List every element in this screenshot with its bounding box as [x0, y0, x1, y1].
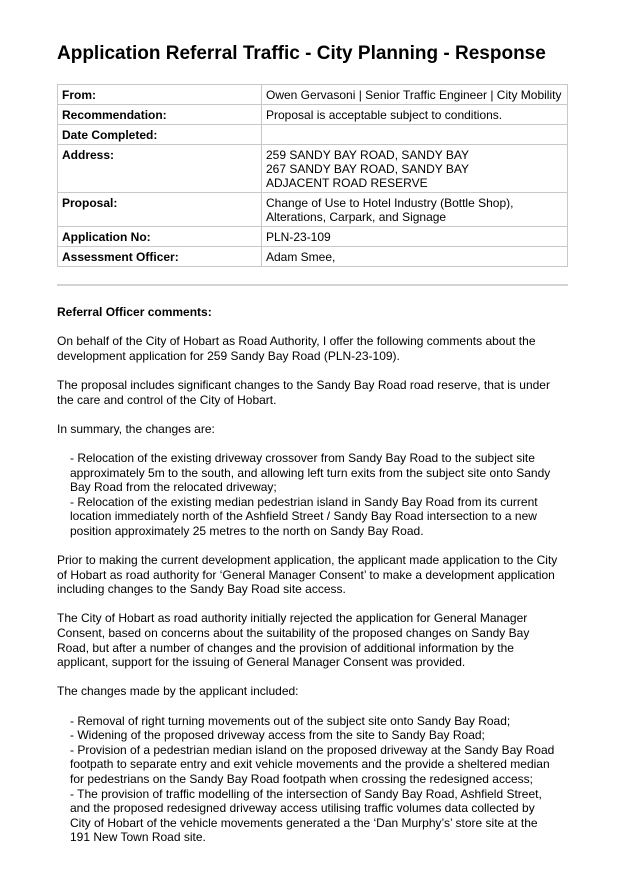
- applicant-changes-list: [57, 714, 572, 845]
- table-row: [58, 105, 568, 125]
- table-row: [58, 193, 568, 227]
- address-value: 259 SANDY BAY ROAD, SANDY BAY 267 SANDY BAY ROAD, SANDY BAY ADJACENT ROAD RESERVE: [262, 145, 568, 193]
- section-divider: [57, 284, 568, 286]
- recommendation-value: Proposal is acceptable subject to conditions.: [262, 105, 568, 125]
- proposal-value: Change of Use to Hotel Industry (Bottle Shop), Alterations, Carpark, and Signage: [262, 193, 568, 227]
- list-item: - Provision of a pedestrian median island on the proposed driveway at the Sandy Bay Road: [70, 742, 555, 757]
- changes-list: [57, 451, 572, 539]
- table-row: [58, 85, 568, 105]
- list-item: footpath to separate entry and exit vehicle movements and the provide a sheltered median: [70, 757, 550, 772]
- paragraph-summary: In summary, the changes are:: [57, 421, 215, 436]
- list-item: location immediately north of the Ashfield Street / Sandy Bay Road intersection to a new: [70, 509, 537, 524]
- from-value: Owen Gervasoni | Senior Traffic Engineer | City Mobility: [262, 85, 568, 105]
- application-details-table: [57, 84, 568, 267]
- assessment-officer-value: Adam Smee,: [262, 247, 568, 267]
- paragraph-proposal: The proposal includes significant changes to the Sandy Bay Road road reserve, that is under the care and control of the City of Hobart.: [57, 377, 550, 407]
- list-item: Bay Road from the relocated driveway;: [70, 480, 277, 495]
- list-item: - Relocation of the existing median pedestrian island in Sandy Bay Road from its current: [70, 494, 538, 509]
- page-title: Application Referral Traffic - City Planning - Response: [57, 43, 546, 64]
- paragraph-prior-application: Prior to making the current development application, the applicant made application to the City of Hobart as road authority for ‘General Manager Consent’ to make a development application including changes to the Sandy Bay Road site access.: [57, 553, 558, 597]
- address-label: Address:: [58, 145, 262, 193]
- list-item: - Widening of the proposed driveway access from the site to Sandy Bay Road;: [70, 728, 485, 743]
- referral-comments: [57, 305, 572, 860]
- list-item: position approximately 25 metres to the north on Sandy Bay Road.: [70, 523, 424, 538]
- paragraph-changes-made: The changes made by the applicant included:: [57, 684, 299, 699]
- date-completed-label: Date Completed:: [58, 125, 262, 145]
- table-row: [58, 125, 568, 145]
- list-item: City of Hobart of the vehicle movements generated a the ‘Dan Murphy’s’ store site at the: [70, 815, 538, 830]
- date-completed-value: [262, 125, 568, 145]
- assessment-officer-label: Assessment Officer:: [58, 247, 262, 267]
- table-row: [58, 145, 568, 193]
- proposal-label: Proposal:: [58, 193, 262, 227]
- list-item: - Relocation of the existing driveway crossover from Sandy Bay Road to the subject site: [70, 450, 535, 465]
- application-no-label: Application No:: [58, 227, 262, 247]
- list-item: 191 New Town Road site.: [70, 830, 206, 845]
- recommendation-label: Recommendation:: [58, 105, 262, 125]
- list-item: and the proposed redesigned driveway access utilising traffic volumes data collected by: [70, 801, 535, 816]
- paragraph-authority: On behalf of the City of Hobart as Road Authority, I offer the following comments about the development application for 259 Sandy Bay Road (PLN-23-109).: [57, 334, 536, 363]
- table-row: [58, 247, 568, 267]
- application-no-value: PLN-23-109: [262, 227, 568, 247]
- list-item: for pedestrians on the Sandy Bay Road footpath when crossing the redesigned access;: [70, 772, 533, 786]
- from-label: From:: [58, 85, 262, 105]
- comments-heading: Referral Officer comments:: [57, 305, 212, 319]
- list-item: approximately 5m to the south, and allowing left turn exits from the subject site onto Sandy: [70, 465, 551, 480]
- paragraph-consent: The City of Hobart as road authority initially rejected the application for General Manager Consent, based on concerns about the suitability of the proposed changes on Sandy Bay Road, but after a number of changes and the provision of additional information by the applicant, support for the issuing of General Manager Consent was provided.: [57, 611, 530, 670]
- table-row: [58, 227, 568, 247]
- list-item: - Removal of right turning movements out of the subject site onto Sandy Bay Road;: [70, 713, 511, 728]
- list-item: - The provision of traffic modelling of the intersection of Sandy Bay Road, Ashfield Street,: [70, 786, 542, 801]
